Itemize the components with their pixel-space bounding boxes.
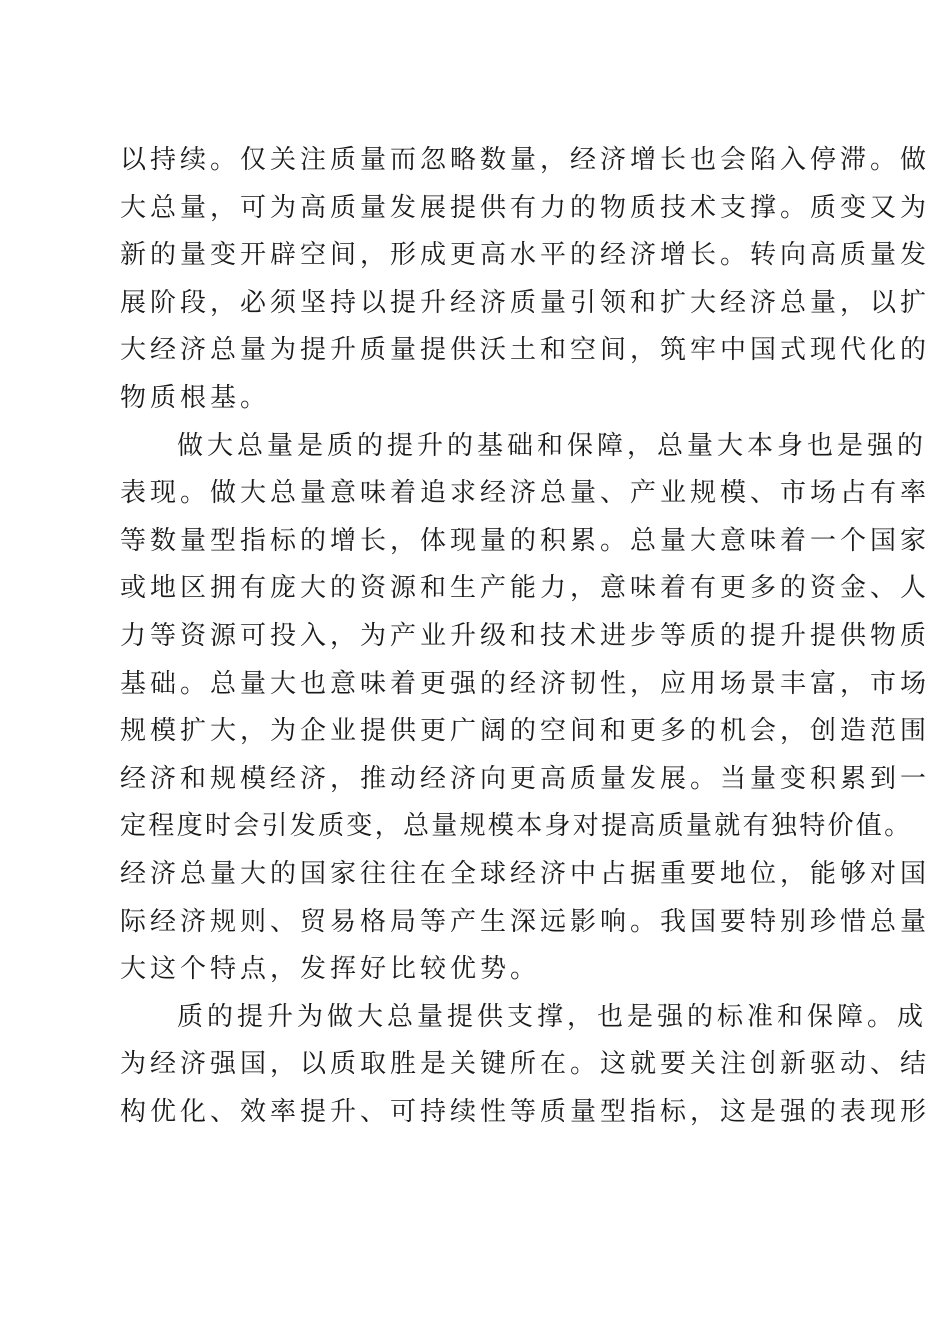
paragraph-1	[120, 137, 931, 423]
text-line: 定程度时会引发质变，总量规模本身对提高质量就有独特价值。	[120, 811, 913, 842]
text-line: 为经济强国，以质取胜是关键所在。这就要关注创新驱动、结	[120, 1049, 931, 1080]
text-line: 大经济总量为提升质量提供沃土和空间，筑牢中国式现代化的	[120, 335, 931, 366]
paragraph-2	[120, 423, 931, 994]
text-line: 构优化、效率提升、可持续性等质量型指标，这是强的表现形	[120, 1096, 931, 1127]
text-line: 经济总量大的国家往往在全球经济中占据重要地位，能够对国	[120, 858, 931, 889]
text-line: 表现。做大总量意味着追求经济总量、产业规模、市场占有率	[120, 478, 931, 509]
text-line: 展阶段，必须坚持以提升经济质量引领和扩大经济总量，以扩	[120, 287, 931, 318]
text-line: 力等资源可投入，为产业升级和技术进步等质的提升提供物质	[120, 620, 931, 651]
text-line: 大这个特点，发挥好比较优势。	[120, 954, 541, 985]
text-line: 际经济规则、贸易格局等产生深远影响。我国要特别珍惜总量	[120, 906, 931, 937]
text-line: 规模扩大，为企业提供更广阔的空间和更多的机会，创造范围	[120, 716, 931, 747]
text-line: 以持续。仅关注质量而忽略数量，经济增长也会陷入停滞。做	[120, 145, 931, 175]
text-line: 等数量型指标的增长，体现量的积累。总量大意味着一个国家	[120, 525, 931, 556]
text-line: 基础。总量大也意味着更强的经济韧性，应用场景丰富，市场	[120, 668, 931, 699]
text-line: 大总量，可为高质量发展提供有力的物质技术支撑。质变又为	[120, 192, 931, 223]
text-line: 或地区拥有庞大的资源和生产能力，意味着有更多的资金、人	[120, 573, 931, 604]
article-body	[120, 137, 931, 1136]
text-line: 物质根基。	[120, 382, 271, 413]
paragraph-3	[120, 994, 931, 1137]
text-line: 新的量变开辟空间，形成更高水平的经济增长。转向高质量发	[120, 240, 931, 271]
text-line: 质的提升为做大总量提供支撑，也是强的标准和保障。成	[177, 1001, 928, 1032]
text-line: 经济和规模经济，推动经济向更高质量发展。当量变积累到一	[120, 763, 931, 794]
text-line: 做大总量是质的提升的基础和保障，总量大本身也是强的	[177, 430, 928, 461]
